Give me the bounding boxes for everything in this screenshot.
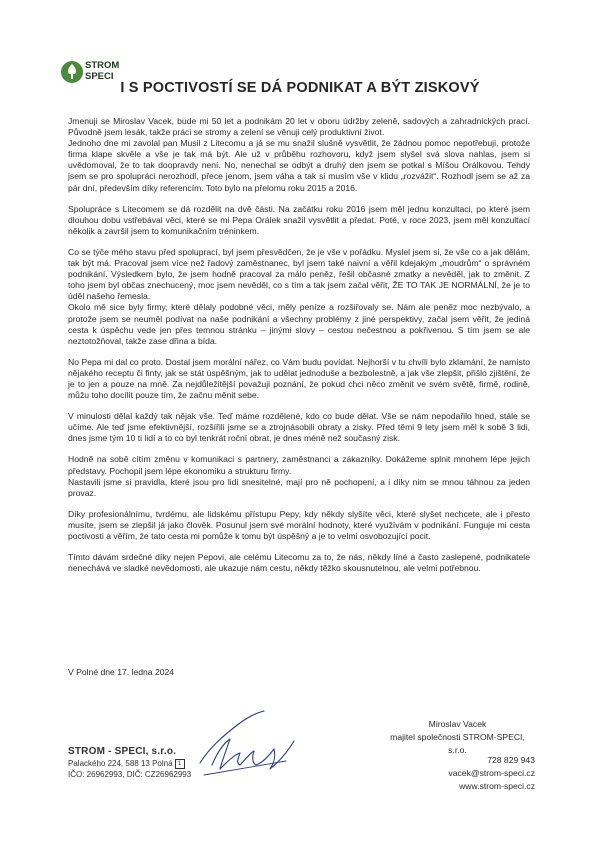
paragraph-cooperation: Spolupráce s Litecomem se dá rozdělit na dvě části. Na začátku roku 2016 jsem měl jednu konzultaci, po které jsem dlouhou dobu vstřebával věci, které se mi Pepa Orálek snažil vysvětlit a předat. Poté, v roce 2023, jsem měl konzultací několik a završil jsem to komunikačním tréninkem. bbox=[68, 203, 530, 236]
contact-phone: 728 829 943 bbox=[487, 755, 535, 765]
paragraph-results: V minulosti dělal každý tak nějak vše. Teď máme rozdělené, kdo co bude dělat. Vše se nám nepodařilo hned, stále se učíme. Ale teď jsme efektivnější, rozšířili jsme se a ztrojnásobili obraty a zisky. Před těmi 9 lety jsem měl k sobě 3 lidi, dnes jsme tým 10 ti lidí a to co byl tenkrát roční obrat, je dnes méně než současný zisk. bbox=[68, 411, 530, 444]
paragraph-thanks: Tímto dávám srdečné díky nejen Pepovi, ale celému Litecomu za to, že nás, někdy líné a často zaslepené, podnikatele nenechává ve sladké nevědomosti, ale ukazuje nám cestu, někdy těžko skousnutelnou, ale velmi potřebnou. bbox=[68, 552, 530, 574]
paragraph-rules: Nastavili jsme si pravidla, které jsou pro lidi snesitelné, mají pro ně pochopení, a i díky nim se mnou táhnou za jeden provaz. bbox=[68, 476, 530, 498]
letter-body bbox=[68, 116, 530, 584]
paragraph-competitors: Okolo mě sice byly firmy, které dělaly podobné věci, měly peníze a rozšiřovaly se. Nám ale peněz moc nezbývalo, a protože jsem se neuměl podívat na naše podnikání a všechny problémy z jiné perspektivy, začal jsem věřit, že jediná cesta k úspěchu vede jen přes temnou stránku – jinými slovy – cestou nečestnou a pokřivenou. S tím jsem se ale neztotožňoval, takže zase dřina a bída. bbox=[68, 302, 530, 346]
paragraph-growth: Díky profesionálnímu, tvrdému, ale lidskému přístupu Pepy, kdy někdy slyšíte věci, které slyšet nechcete, ale i přesto musíte, jsem se zlepšil já jako člověk. Posunul jsem své morální hodnoty, které využívám v podnikání. Funguje mi cesta poctivosti a věřím, že tato cesta mi pomůže k tomu být úspěšný a je to velmi osvobozující pocit. bbox=[68, 508, 530, 541]
contact-email[interactable]: vacek@strom-speci.cz bbox=[448, 768, 535, 778]
paragraph-before: Co se týče mého stavu před spoluprací, byl jsem přesvědčen, že je vše v pořádku. Myslel jsem si, že vše co a jak dělám, tak být má. Pracoval jsem více než řadový zaměstnanec, byl jsem také naivní a věřil kdejakým „moudrům“ o správném podnikání. Výsledkem bylo, že jsem hodně pracoval za málo peněz, řešil občasné zmatky a nevěděl, jak to změnit. Z toho jsem byl občas znechucený, moc jsem nevěděl, co s tím a tak jsem začal věřit, ŽE TO TAK JE NORMÁLNÍ, že je to úděl našeho řemesla. bbox=[68, 246, 530, 302]
logo-line-2: SPECI bbox=[85, 71, 114, 82]
paragraph-first-contact: Jednoho dne mi zavolal pan Musil z Litecomu a já se mu snažil slušně vysvětlit, že žádnou pomoc nepotřebuji, protože firma klape skvěle a vše je tak má být. Ale už v průběhu rozhovoru, když jsem slyšel svá slova nahlas, jsem si uvědomoval, že to tak doopravdy není. No, nenechal se odbýt a druhý den jsem se potkal s Míšou Orálkovou. Tehdy jsem se pro spolupráci nerozhodl, přece jenom, jsem váha a tak si musím vše v klidu „rozvážit“. Rozhodl jsem se až za pár dní, především díky referencím. Toto bylo na přelomu roku 2015 a 2016. bbox=[68, 138, 530, 193]
logo-line-1: STROM bbox=[85, 60, 120, 71]
logo-text bbox=[85, 60, 119, 82]
address-box: 1 bbox=[175, 759, 185, 769]
paragraph-intro: Jmenuji se Miroslav Vacek, bude mi 50 let a podnikám 20 let v oboru údržby zeleně, sadových a zahradnických prací. Původně jsem lesák, takže práci se stromy a zelení se věnuji celý produktivní život. bbox=[68, 116, 530, 138]
company-name: STROM - SPECI, s.r.o. bbox=[68, 746, 177, 757]
company-ids: IČO: 26962993, DIČ: CZ26962993 bbox=[68, 770, 192, 779]
handwritten-signature bbox=[196, 705, 296, 780]
page-title: I S POCTIVOSTÍ SE DÁ PODNIKAT A BÝT ZISKOVÝ bbox=[120, 80, 480, 96]
signer-block bbox=[380, 718, 535, 757]
company-address: Palackého 224, 588 13 Polná bbox=[68, 759, 173, 768]
contact-web[interactable]: www.strom-speci.cz bbox=[459, 781, 535, 791]
paragraph-lesson: No Pepa mi dal co proto. Dostal jsem morální nářez, co Vám budu povídat. Nejhorší v tu chvíli bylo zklamání, že namísto nějakého receptu či finty, jak se stát úspěšným, jak to udělat jednoduše a bezbolestně, a jak vše zlepšit, přišlo zjištění, že je to jen a pouze na mně. Za nejdůležitější považuji poznání, že pokud chci něco změnit ve svém světě, firmě, rodině, můžu toho docílit pouze tím, že začnu měnit sebe. bbox=[68, 356, 530, 401]
signer-position: majitel společnosti STROM-SPECI, s.r.o. bbox=[390, 732, 525, 755]
paragraph-communication: Hodně na sobě cítím změnu v komunikaci s partnery, zaměstnanci a zákazníky. Dokážeme splnit mnohem lépe jejich představy. Pochopil jsem lépe ekonomiku a strukturu firmy. bbox=[68, 454, 530, 476]
contact-block bbox=[405, 754, 535, 793]
letter-date: V Polné dne 17. ledna 2024 bbox=[68, 667, 175, 677]
signer-name: Miroslav Vacek bbox=[428, 719, 487, 729]
